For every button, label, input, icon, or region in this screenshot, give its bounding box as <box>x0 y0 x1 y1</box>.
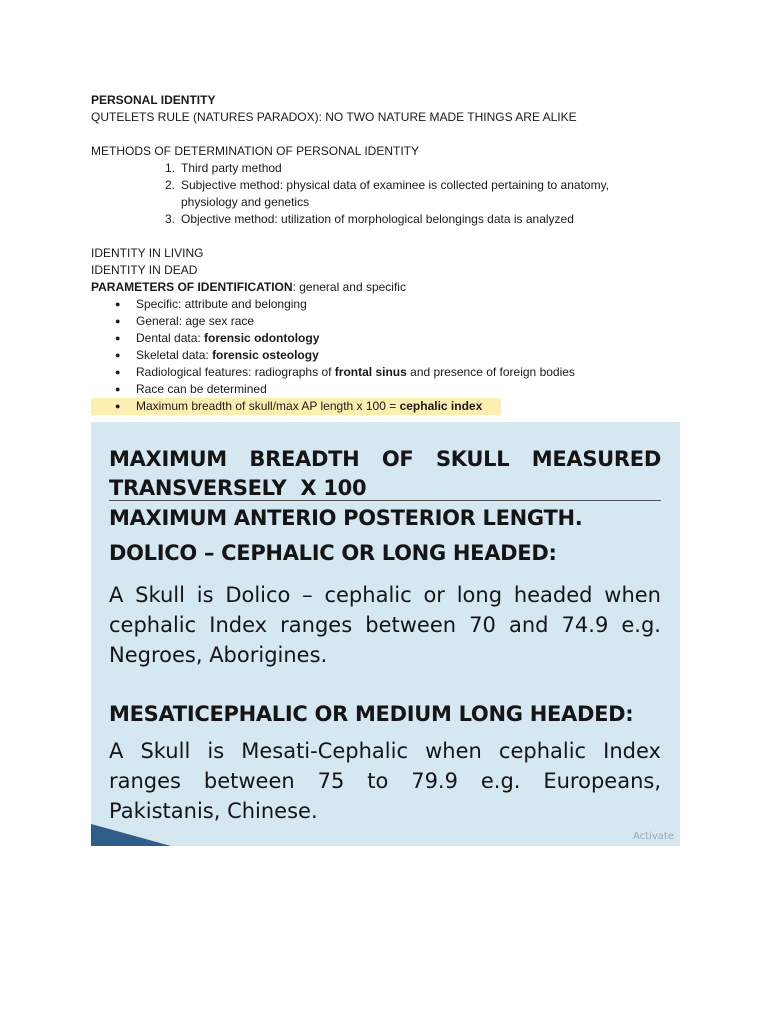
method-number: 2. <box>164 178 175 192</box>
watermark: Activate <box>633 831 674 842</box>
slide-heading-line-3: MAXIMUM ANTERIO POSTERIOR LENGTH. <box>109 506 583 530</box>
method-item <box>91 177 691 211</box>
list-item <box>91 330 691 347</box>
method-number: 1. <box>164 161 175 175</box>
methods-list <box>91 160 691 228</box>
list-item <box>91 381 691 398</box>
mesati-text: A Skull is Mesati-Cephalic when cephalic Index ranges between 75 to 79.9 e.g. Europeans, Pakistanis, Chinese. <box>109 739 661 823</box>
bullet-text: and presence of foreign bodies <box>406 365 575 379</box>
parameters-list <box>91 296 691 415</box>
method-text: Third party method <box>181 161 282 175</box>
mesati-heading: MESATICEPHALIC OR MEDIUM LONG HEADED: <box>109 702 634 726</box>
bullet-bold: forensic osteology <box>212 348 319 362</box>
slide-word: MAXIMUM <box>109 447 227 471</box>
document-body <box>91 92 691 415</box>
spacer <box>91 228 691 245</box>
bullet-bold: frontal sinus <box>334 365 407 379</box>
fraction-divider <box>109 500 661 501</box>
bullet-text: Skeletal data: <box>136 348 213 362</box>
slide-corner-decoration <box>91 824 171 846</box>
parameters-heading-rest: : general and specific <box>292 280 406 294</box>
bullet-icon: ● <box>115 367 121 377</box>
method-item <box>91 211 691 228</box>
parameters-heading-bold: PARAMETERS OF IDENTIFICATION <box>91 280 293 294</box>
quetelets-rule: QUTELETS RULE (NATURES PARADOX): NO TWO NATURE MADE THINGS ARE ALIKE <box>91 110 577 124</box>
bullet-icon: ● <box>115 299 121 309</box>
list-item <box>91 347 691 364</box>
method-item <box>91 160 691 177</box>
list-item <box>91 364 691 381</box>
slide-image <box>91 422 680 846</box>
method-text: Objective method: utilization of morphological belongings data is analyzed <box>181 212 574 226</box>
list-item <box>91 313 691 330</box>
slide-heading-line-1 <box>109 446 661 472</box>
bullet-bold: cephalic index <box>399 399 483 413</box>
document-title: PERSONAL IDENTITY <box>91 93 216 107</box>
method-text: Subjective method: physical data of examinee is collected pertaining to anatomy, physiology and genetics <box>181 178 610 209</box>
highlighted-list-item <box>91 398 501 415</box>
bullet-text: Dental data: <box>136 331 205 345</box>
methods-heading: METHODS OF DETERMINATION OF PERSONAL IDENTITY <box>91 144 420 158</box>
dolico-heading: DOLICO – CEPHALIC OR LONG HEADED: <box>109 541 557 565</box>
bullet-icon: ● <box>115 316 121 326</box>
parameters-heading <box>91 279 691 296</box>
identity-dead: IDENTITY IN DEAD <box>91 263 198 277</box>
bullet-text: Maximum breadth of skull/max AP length x 100 = <box>136 399 400 413</box>
bullet-text: Radiological features: radiographs of <box>136 365 335 379</box>
dolico-text: A Skull is Dolico – cephalic or long headed when cephalic Index ranges between 70 and 74.9 e.g. Negroes, Aborigines. <box>109 583 661 667</box>
bullet-icon: ● <box>115 384 121 394</box>
spacer <box>91 126 691 143</box>
bullet-text: Specific: attribute and belonging <box>136 297 307 311</box>
bullet-text: Race can be determined <box>136 382 267 396</box>
slide-word: BREADTH <box>249 447 360 471</box>
list-item <box>91 296 691 313</box>
slide-word: SKULL <box>435 447 510 471</box>
bullet-text: General: age sex race <box>136 314 255 328</box>
slide-heading-line-2: TRANSVERSELY X 100 <box>109 476 367 500</box>
bullet-icon: ● <box>115 350 121 360</box>
method-number: 3. <box>164 212 175 226</box>
slide-word: MEASURED <box>531 447 661 471</box>
bullet-icon: ● <box>115 401 121 411</box>
slide-word: OF <box>381 447 414 471</box>
bullet-icon: ● <box>115 333 121 343</box>
identity-living: IDENTITY IN LIVING <box>91 246 204 260</box>
bullet-bold: forensic odontology <box>204 331 320 345</box>
